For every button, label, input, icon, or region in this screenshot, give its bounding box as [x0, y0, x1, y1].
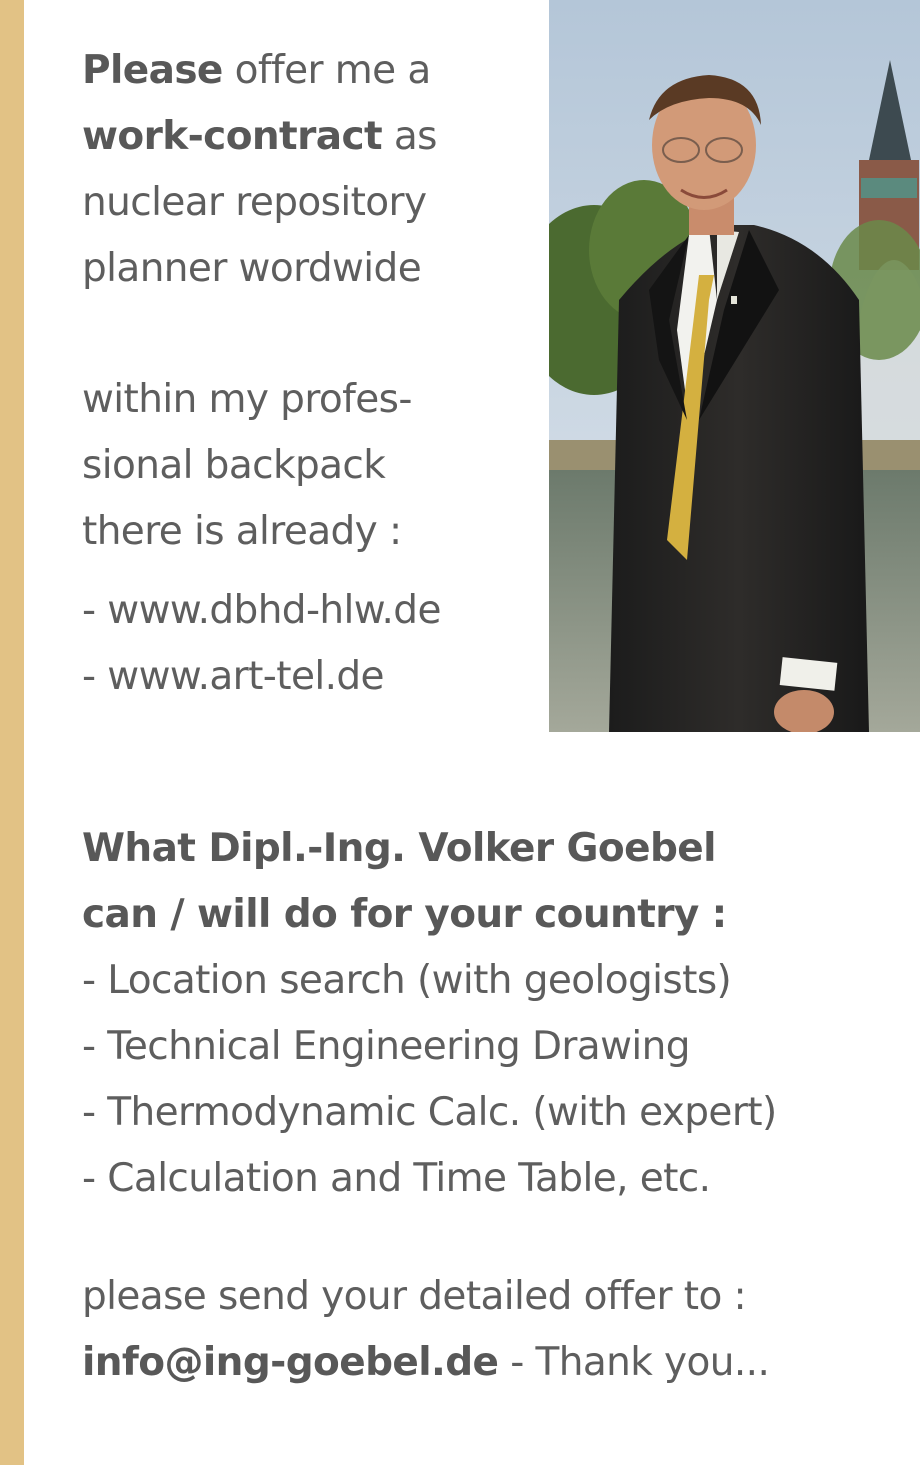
contact-email-link[interactable]: info@ing-goebel.de [82, 1340, 499, 1385]
backpack-line-2: sional backpack [82, 443, 386, 488]
intro-line-3: nuclear repository [82, 180, 427, 225]
intro-line-1: Please offer me a [82, 48, 431, 93]
portrait-photo [549, 0, 920, 732]
thanks-text: - Thank you... [498, 1340, 770, 1385]
contact-line-1: please send your detailed offer to : [82, 1274, 747, 1319]
services-heading-line-2: can / will do for your country : [82, 892, 727, 937]
link-art-tel[interactable]: - www.art-tel.de [82, 654, 384, 699]
decorative-side-bar [0, 0, 24, 1465]
intro-line-4: planner wordwide [82, 246, 422, 291]
backpack-line-3: there is already : [82, 509, 402, 554]
services-heading-line-1: What Dipl.-Ing. Volker Goebel [82, 826, 716, 871]
intro-line-2: work-contract as [82, 114, 437, 159]
backpack-line-1: within my profes- [82, 377, 412, 422]
intro-paragraph [82, 38, 437, 302]
backpack-paragraph [82, 367, 412, 565]
contact-line-2 [82, 1330, 769, 1396]
service-item-thermodynamic-calc: - Thermodynamic Calc. (with expert) [82, 1090, 777, 1135]
service-item-location-search: - Location search (with geologists) [82, 958, 732, 1003]
contact-section [82, 1264, 769, 1396]
service-item-technical-drawing: - Technical Engineering Drawing [82, 1024, 690, 1069]
service-item-calculation-timetable: - Calculation and Time Table, etc. [82, 1156, 711, 1201]
services-section [82, 816, 777, 1212]
website-links [82, 578, 441, 710]
link-dbhd-hlw[interactable]: - www.dbhd-hlw.de [82, 588, 441, 633]
